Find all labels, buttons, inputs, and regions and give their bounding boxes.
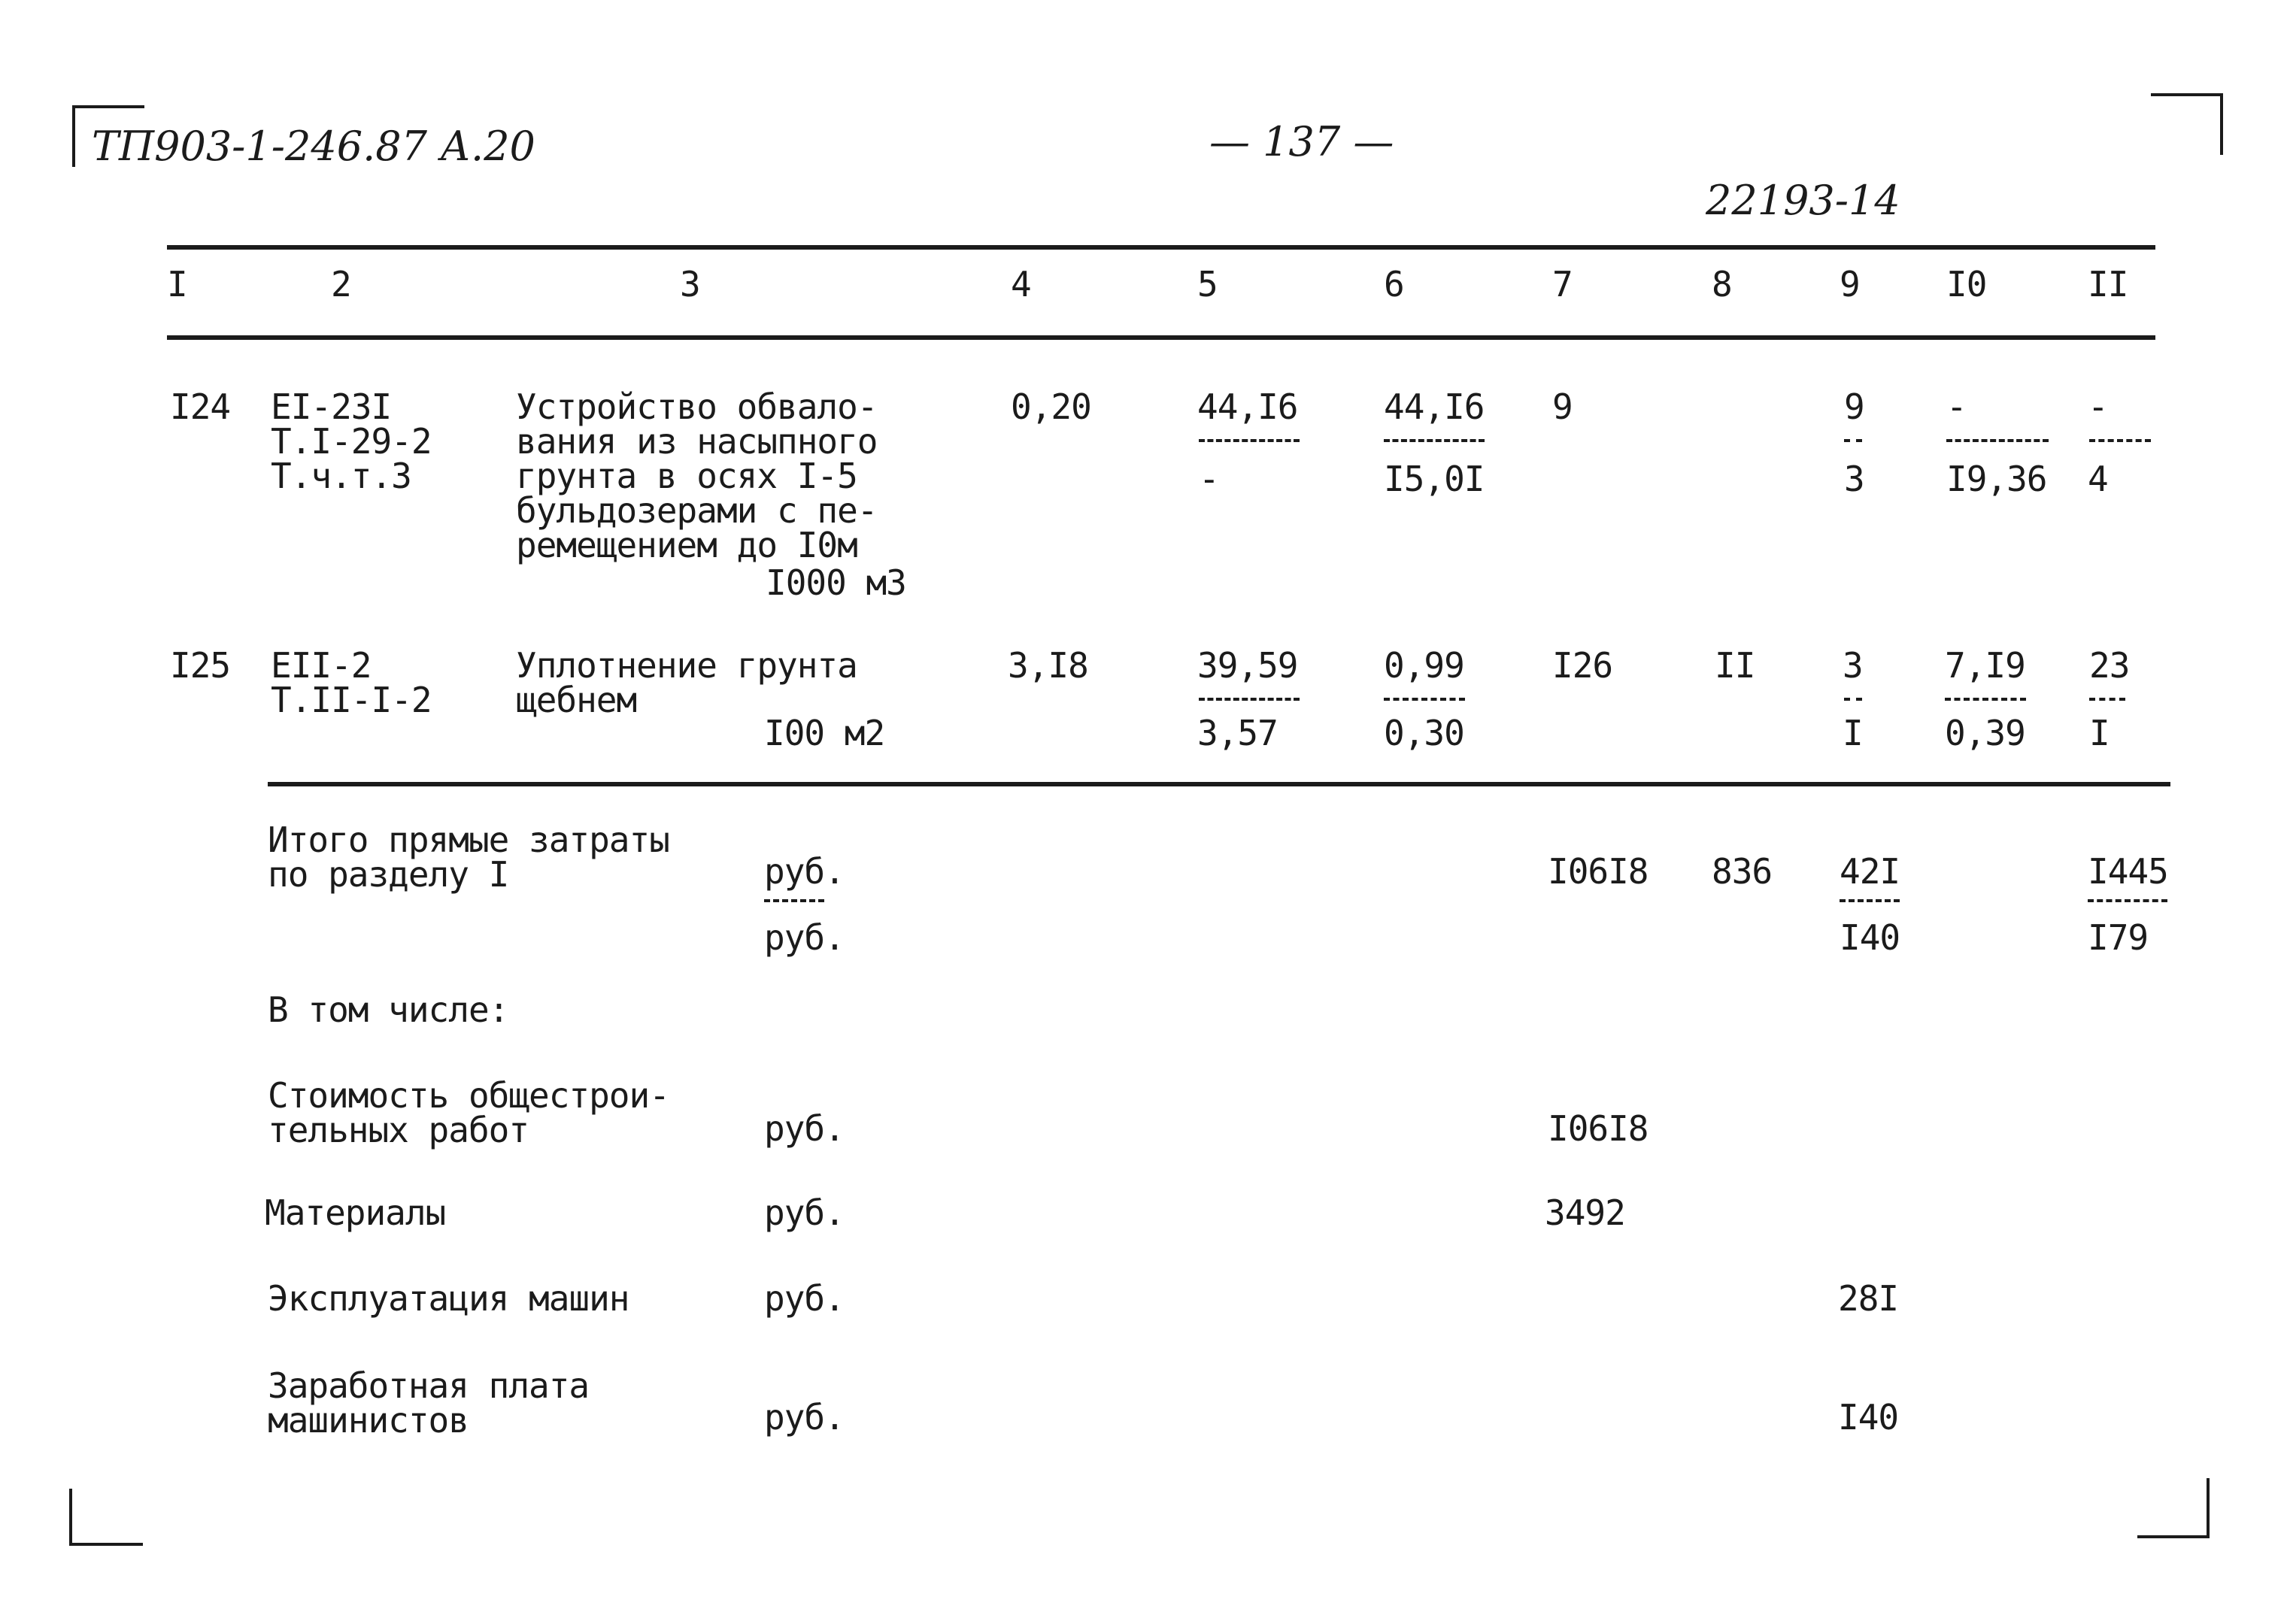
totals-unit-top: руб. (764, 851, 845, 892)
header-bottom-rule (167, 335, 2155, 340)
fraction-line (1945, 698, 2026, 701)
total-cost-bottom: I5,0I (1384, 459, 1485, 499)
breakdown-label: Эксплуатация машин (268, 1278, 629, 1319)
frame-corner-top-right-horizontal (2151, 93, 2223, 96)
totals-col11-top: I445 (2088, 851, 2168, 892)
breakdown-col7: I06I8 (1548, 1108, 1649, 1149)
col9-top: 9 (1844, 386, 1864, 427)
archive-number: 22193-14 (1706, 177, 1900, 224)
breakdown-label: Заработная плата машинистов (268, 1365, 590, 1441)
frame-corner-bottom-left-vertical (69, 1489, 72, 1546)
breakdown-unit: руб. (764, 1108, 845, 1149)
totals-label: Итого прямые затраты по разделу I (268, 820, 669, 895)
totals-col9-top: 42I (1840, 851, 1900, 892)
unit-cost-bottom: - (1199, 459, 1219, 499)
col11-top: 23 (2089, 645, 2130, 686)
fraction-line (1840, 899, 1900, 902)
col-header-10: I0 (1946, 264, 1987, 304)
col-header-4: 4 (1011, 264, 1031, 304)
quantity: 3,I8 (1008, 645, 1088, 686)
unit-cost-top: 39,59 (1197, 645, 1298, 686)
col11-bottom: I (2089, 713, 2110, 753)
norm-code: EI-23I Т.I-29-2 Т.ч.т.3 (271, 386, 432, 496)
section-bottom-rule (268, 782, 2170, 786)
breakdown-label: Материалы (265, 1192, 446, 1233)
col-header-2: 2 (331, 264, 351, 304)
breakdown-unit: руб. (764, 1192, 845, 1233)
fraction-line (2089, 439, 2151, 442)
col-header-11: II (2088, 264, 2128, 304)
page-number: — 137 — (1209, 118, 1394, 165)
col-header-5: 5 (1197, 264, 1218, 304)
fraction-line (1946, 439, 2049, 442)
totals-col7: I06I8 (1548, 851, 1649, 892)
breakdown-col7: 3492 (1545, 1192, 1625, 1233)
breakdown-label: Стоимость общестрои- тельных работ (268, 1075, 669, 1150)
document-code: ТП903-1-246.87 А.20 (92, 123, 535, 170)
col9-bottom: 3 (1844, 459, 1864, 499)
breakdown-unit: руб. (764, 1397, 845, 1438)
col7-value: 9 (1552, 386, 1573, 427)
row-number: I24 (170, 386, 231, 427)
fraction-line (764, 899, 824, 902)
col-header-1: I (167, 264, 187, 304)
row-number: I25 (170, 645, 231, 686)
total-cost-top: 44,I6 (1384, 386, 1485, 427)
col10-bottom: 0,39 (1945, 713, 2025, 753)
totals-col11-bottom: I79 (2088, 917, 2149, 958)
fraction-line (1199, 439, 1300, 442)
col7-value: I26 (1552, 645, 1613, 686)
quantity: 0,20 (1011, 386, 1091, 427)
col11-bottom: 4 (2088, 459, 2108, 499)
fraction-line (2089, 698, 2125, 701)
col10-top: - (1946, 386, 1967, 427)
work-description: Устройство обвало- вания из насыпного грунта в осях I-5 бульдозерами с пе- ремещением до I0м (516, 386, 878, 565)
totals-unit-bottom: руб. (764, 917, 845, 958)
unit-cost-bottom: 3,57 (1197, 713, 1278, 753)
unit-of-measure: I000 м3 (766, 562, 906, 603)
col-header-6: 6 (1384, 264, 1404, 304)
col-header-9: 9 (1840, 264, 1860, 304)
frame-corner-bottom-left-horizontal (69, 1543, 143, 1546)
fraction-line (1844, 698, 1862, 701)
breakdown-unit: руб. (764, 1278, 845, 1319)
col11-top: - (2088, 386, 2108, 427)
col9-bottom: I (1843, 713, 1863, 753)
fraction-line (1384, 439, 1485, 442)
total-cost-bottom: 0,30 (1384, 713, 1464, 753)
table-top-rule (167, 245, 2155, 250)
fraction-line (1384, 698, 1465, 701)
including-label: В том числе: (268, 989, 509, 1030)
norm-code: EII-2 Т.II-I-2 (271, 645, 432, 720)
col8-value: II (1715, 645, 1755, 686)
col10-bottom: I9,36 (1946, 459, 2047, 499)
frame-corner-bottom-right-horizontal (2137, 1535, 2210, 1538)
col9-top: 3 (1843, 645, 1863, 686)
col10-top: 7,I9 (1945, 645, 2025, 686)
breakdown-col9: I40 (1838, 1397, 1899, 1438)
fraction-line (1199, 698, 1300, 701)
fraction-line (2088, 899, 2167, 902)
frame-corner-bottom-right-vertical (2207, 1478, 2210, 1538)
unit-of-measure: I00 м2 (764, 713, 885, 753)
frame-corner-top-left-horizontal (72, 105, 144, 108)
frame-corner-top-left-vertical (72, 105, 75, 167)
frame-corner-top-right-vertical (2220, 93, 2223, 155)
total-cost-top: 0,99 (1384, 645, 1464, 686)
breakdown-col9: 28I (1838, 1278, 1899, 1319)
work-description: Уплотнение грунта щебнем (516, 645, 857, 720)
fraction-line (1844, 439, 1862, 442)
totals-col9-bottom: I40 (1840, 917, 1900, 958)
totals-col8: 836 (1712, 851, 1773, 892)
unit-cost-top: 44,I6 (1197, 386, 1298, 427)
col-header-7: 7 (1552, 264, 1573, 304)
col-header-8: 8 (1712, 264, 1732, 304)
col-header-3: 3 (680, 264, 700, 304)
